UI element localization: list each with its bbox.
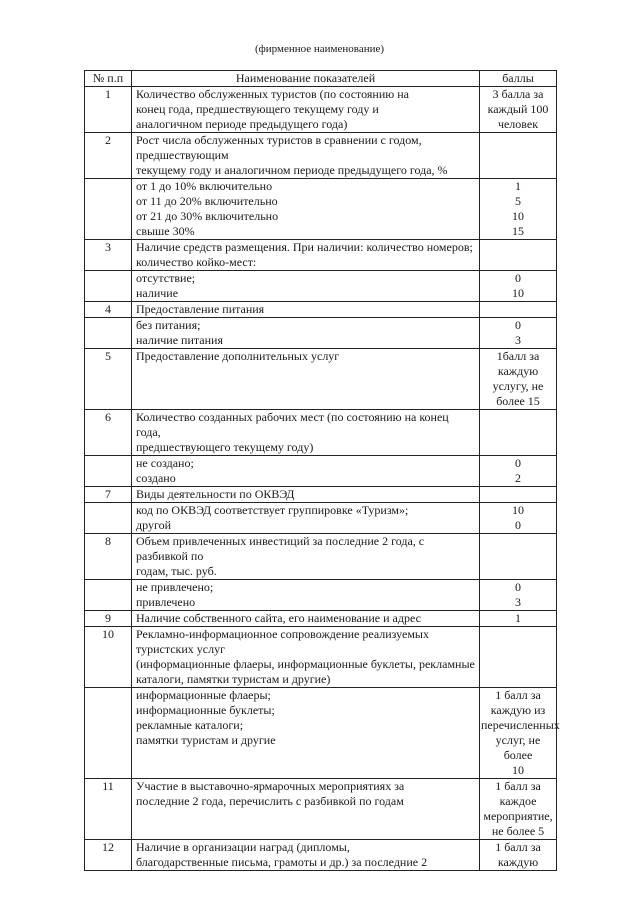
indicator-name [132,611,480,627]
indicator-name [132,179,480,240]
points-text-line: 5 [515,194,521,208]
indicator-text-line: Объем привлеченных инвестиций за последние 2 года, с разбивкой по [136,534,425,563]
points-cell [480,840,557,871]
points-text-line: каждое [499,794,537,808]
points-text-line: перечисленных [481,718,560,732]
indicator-name [132,840,480,871]
points-text-line: человек [497,117,539,131]
points-cell [480,318,557,349]
indicator-text-line: информационные буклеты; [136,703,275,717]
indicator-text-line: другой [136,518,171,532]
indicator-name [132,779,480,840]
points-text-line: 15 [512,224,524,238]
indicator-text-line: наличие [136,286,179,300]
row-number [85,503,132,534]
indicator-text-line: создано [136,471,176,485]
row-number: 8 [85,534,132,580]
row-number [85,318,132,349]
points-cell [480,349,557,410]
indicator-name [132,302,480,318]
indicator-text-line: от 21 до 30% включительно [136,209,279,223]
points-text-line: 3 [515,333,521,347]
indicator-name [132,534,480,580]
points-text-line: 0 [515,580,521,594]
indicator-text-line: Предоставление дополнительных услуг [136,349,340,363]
indicator-text-line: предшествующего текущему году) [136,440,314,454]
indicator-text-line: каталоги, памятки туристам и другие) [136,672,331,686]
indicator-text-line: Рост числа обслуженных туристов в сравнении с годом, предшествующим [136,133,422,162]
points-text-line: 10 [512,286,524,300]
points-text-line: 1балл за [496,349,540,363]
points-cell [480,580,557,611]
points-cell [480,503,557,534]
indicator-text-line: аналогичном периоде предыдущего года) [136,117,348,131]
points-text-line: 1 балл за [495,688,541,702]
indicator-text-line: годам, тыс. руб. [136,564,217,578]
table-row [85,456,557,487]
indicator-text-line: код по ОКВЭД соответствует группировке «Туризм»; [136,503,409,517]
points-text-line: 1 [515,179,521,193]
table-row [85,840,557,871]
points-text-line: 3 балла за [492,87,544,101]
points-text-line: 1 [515,611,521,625]
points-cell [480,271,557,302]
points-text-line: 2 [515,471,521,485]
indicator-name [132,87,480,133]
indicator-text-line: информационные флаеры; [136,688,271,702]
indicator-text-line: Наличие собственного сайта, его наименование и адрес [136,611,421,625]
indicator-text-line: последние 2 года, перечислить с разбивкой по годам [136,794,404,808]
points-text-line: не более 5 [491,824,545,838]
points-cell [480,179,557,240]
points-cell [480,410,557,456]
points-cell [480,133,557,179]
points-text-line: каждую из [490,703,546,717]
points-cell [480,487,557,503]
table-row [85,133,557,179]
row-number: 7 [85,487,132,503]
indicator-name [132,271,480,302]
row-number: 9 [85,611,132,627]
indicator-text-line: Наличие в организации наград (дипломы, [136,840,350,854]
header-points: баллы [480,71,557,87]
row-number: 11 [85,779,132,840]
table-row [85,240,557,271]
table-row [85,87,557,133]
indicator-name [132,240,480,271]
table-row [85,349,557,410]
row-number [85,179,132,240]
indicator-text-line: Количество обслуженных туристов (по состоянию на [136,87,409,101]
indicator-text-line: благодарственные письма, грамоты и др.) за последние 2 [136,855,428,869]
row-number: 4 [85,302,132,318]
table-row [85,627,557,688]
points-text-line: мероприятие, [483,809,553,823]
indicator-name [132,410,480,456]
header-name: Наименование показателей [132,71,480,87]
points-cell [480,87,557,133]
table-header-row [85,71,557,87]
table-row [85,779,557,840]
points-text-line: 10 [512,763,524,777]
company-name-caption: (фирменное наименование) [254,43,385,55]
points-cell [480,240,557,271]
table-row [85,318,557,349]
row-number [85,271,132,302]
indicator-text-line: свыше 30% [136,224,195,238]
points-cell [480,627,557,688]
indicator-text-line: от 11 до 20% включительно [136,194,278,208]
indicator-name [132,456,480,487]
points-text-line: 0 [515,518,521,532]
table-row [85,580,557,611]
points-text-line: 10 [512,503,524,517]
points-text-line: услугу, не [492,379,544,393]
indicator-text-line: рекламные каталоги; [136,718,244,732]
indicator-text-line: не создано; [136,456,194,470]
row-number: 2 [85,133,132,179]
indicator-text-line: привлечено [136,595,196,609]
row-number: 10 [85,627,132,688]
row-number [85,580,132,611]
indicator-text-line: (информационные флаеры, информационные буклеты, рекламные [136,657,475,671]
points-cell [480,302,557,318]
indicator-text-line: Предоставление питания [136,302,265,316]
table-row [85,611,557,627]
indicator-text-line: текущему году и аналогичном периоде предыдущего года, % [136,163,448,177]
table-row [85,271,557,302]
points-cell [480,534,557,580]
row-number: 1 [85,87,132,133]
row-number [85,456,132,487]
table-row [85,302,557,318]
header-num: № п.п [85,71,132,87]
points-text-line: услуг, не более [495,733,541,762]
points-text-line: каждую [497,855,539,869]
points-text-line: 1 балл за [495,779,541,793]
indicator-text-line: Рекламно-информационное сопровождение реализуемых туристских услуг [136,627,429,656]
table-row [85,534,557,580]
points-text-line: 0 [515,456,521,470]
indicator-text-line: конец года, предшествующего текущему году и [136,102,379,116]
points-cell [480,779,557,840]
row-number: 5 [85,349,132,410]
table-row [85,487,557,503]
indicator-name [132,627,480,688]
points-text-line: 0 [515,318,521,332]
indicator-text-line: от 1 до 10% включительно [136,179,273,193]
scoring-table [84,70,560,871]
table-row [85,688,557,779]
points-cell [480,688,560,779]
points-cell [480,611,557,627]
indicator-text-line: без питания; [136,318,201,332]
indicator-name [132,688,480,779]
points-text-line: каждую [497,364,539,378]
row-number: 12 [85,840,132,871]
indicator-text-line: Наличие средств размещения. При наличии: количество номеров; [136,240,473,254]
indicator-name [132,349,480,410]
table-row [85,410,557,456]
row-number: 3 [85,240,132,271]
indicator-text-line: Виды деятельности по ОКВЭД [136,487,295,501]
points-text-line: каждый 100 [487,102,549,116]
points-cell [480,456,557,487]
indicator-name [132,487,480,503]
table-row [85,179,557,240]
points-text-line: 3 [515,595,521,609]
indicator-name [132,133,480,179]
indicator-name [132,580,480,611]
points-text-line: 10 [512,209,524,223]
indicator-text-line: памятки туристам и другие [136,733,276,747]
row-number: 6 [85,410,132,456]
indicator-text-line: Количество созданных рабочих мест (по состоянию на конец года, [136,410,449,439]
points-text-line: 0 [515,271,521,285]
points-text-line: более 15 [496,394,540,408]
indicator-text-line: Участие в выставочно-ярмарочных мероприятиях за [136,779,405,793]
indicator-name [132,318,480,349]
indicator-text-line: отсутствие; [136,271,196,285]
table-row [85,503,557,534]
indicator-text-line: наличие питания [136,333,223,347]
row-number [85,688,132,779]
indicator-text-line: количество койко-мест: [136,255,257,269]
points-text-line: 1 балл за [495,840,541,854]
indicator-text-line: не привлечено; [136,580,214,594]
indicator-name [132,503,480,534]
